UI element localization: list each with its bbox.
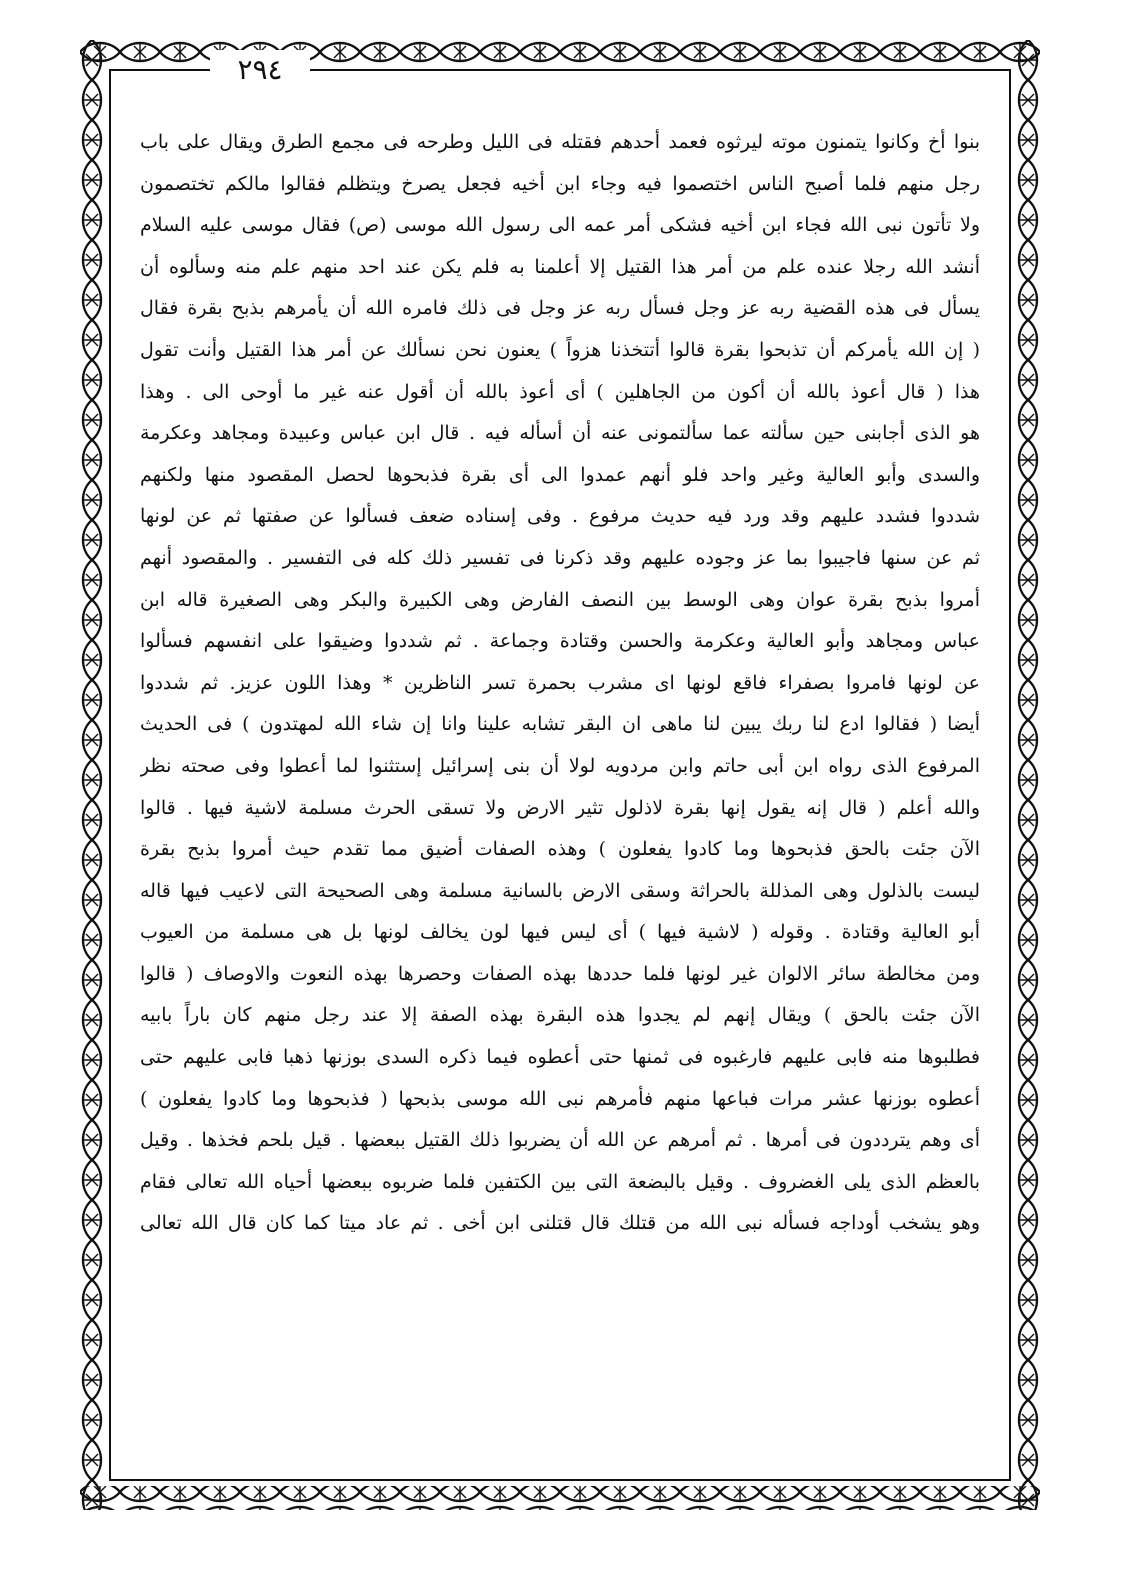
text-line: ليست بالذلول وهى المذللة بالحراثة وسقى الارض بالسانية مسلمة وهى الصحيحة التى لاعيب فيها قاله: [140, 879, 980, 902]
text-line: رجل منهم فلما أصبح الناس اختصموا فيه وجاء ابن أخيه فجعل يصرخ ويتظلم فقالوا مالكم تختصمون: [140, 172, 980, 195]
text-line: شددوا فشدد عليهم وقد ورد فيه حديث مرفوع . وفى إسناده ضعف فسألوا عن صفتها ثم عن لونها: [140, 505, 980, 528]
text-line: الآن جئت بالحق فذبحوها وما كادوا يفعلون ) وهذه الصفات أضيق مما تقدم حيث أمروا بذبح بقرة: [140, 838, 980, 861]
text-line: والسدى وأبو العالية وغير واحد فلو أنهم عمدوا الى أى بقرة فذبحوها لحصل المقصود منها ولكنهم: [140, 463, 980, 486]
body-text: [140, 122, 980, 1245]
ornamental-border: [80, 40, 1040, 1510]
text-line: والله أعلم ( قال إنه يقول إنها بقرة لاذلول تثير الارض ولا تسقى الحرث مسلمة لاشية فيها . قالوا: [140, 796, 980, 819]
text-line: ثم عن سنها فاجيبوا بما عز وجوده عليهم وقد ذكرنا فى تفسير ذلك كله فى التفسير . والمقصود أنهم: [140, 546, 980, 569]
text-line: عباس ومجاهد وأبو العالية وعكرمة والحسن وقتادة وجماعة . ثم شددوا وضيقوا على انفسهم فسألوا: [140, 630, 980, 653]
text-line: أمروا بذبح بقرة عوان وهى الوسط بين النصف الفارض وهى الكبيرة والبكر وهى الصغيرة قاله ابن: [140, 588, 980, 611]
text-line: الآن جئت بالحق ) ويقال إنهم لم يجدوا هذه البقرة بهذه الصفة إلا عند رجل منهم كان باراً بابيه: [140, 1004, 980, 1027]
text-line: يسأل فى هذه القضية ربه عز وجل فسأل ربه عز وجل فى ذلك فامره الله أن يأمرهم بذبح بقرة فقال: [140, 297, 980, 320]
text-line: أنشد الله رجلا عنده علم من أمر هذا القتيل إلا أعلمنا به فلم يكن عند احد منهم علم منه وسألوه أن: [140, 255, 980, 278]
text-line: هو الذى أجابنى حين سألته عما سألتمونى عنه أن أسأله فيه . قال ابن عباس وعبيدة ومجاهد وعكرمة: [140, 422, 980, 445]
page-number: ٢٩٤: [210, 50, 310, 90]
text-line: هذا ( قال أعوذ بالله أن أكون من الجاهلين ) أى أعوذ بالله أن أقول عنه غير ما أوحى الى . وهذا: [140, 380, 980, 403]
text-line: فطلبوها منه فابى عليهم فارغبوه فى ثمنها حتى أعطوه فيما ذكره السدى بوزنها ذهبا فابى عليهم حتى: [140, 1046, 980, 1069]
text-line: ( إن الله يأمركم أن تذبحوا بقرة قالوا أتتخذنا هزواً ) يعنون نحن نسألك عن أمر هذا القتيل وأنت تقول: [140, 338, 980, 361]
text-line: المرفوع الذى رواه ابن أبى حاتم وابن مردويه لولا أن بنى إسرائيل إستثنوا لما أعطوا وفى صحته نظر: [140, 754, 980, 777]
text-line: أبو العالية وقتادة . وقوله ( لاشية فيها ) أى ليس فيها لون يخالف لونها بل هى مسلمة من العيوب: [140, 921, 980, 944]
text-line: بنوا أخ وكانوا يتمنون موته ليرثوه فعمد أحدهم فقتله فى الليل وطرحه فى مجمع الطرق ويقال على باب: [140, 131, 980, 153]
text-line: بالعظم الذى يلى الغضروف . وقيل بالبضعة التى بين الكتفين فلما ضربوه ببعضها أحياه الله تعالى فقام: [140, 1170, 980, 1193]
text-line: وهو يشخب أوداجه فسأله نبى الله من قتلك قال قتلنى ابن أخى . ثم عاد ميتا كما كان قال الله تعالى: [140, 1212, 980, 1235]
text-line: ولا تأتون نبى الله فجاء ابن أخيه فشكى أمر عمه الى رسول الله موسى (ص) فقال موسى عليه السلام: [140, 214, 980, 237]
text-line: أى وهم يترددون فى أمرها . ثم أمرهم عن الله أن يضربوا ذلك القتيل ببعضها . قيل بلحم فخذها . وقيل: [140, 1129, 980, 1152]
text-line: أيضا ( فقالوا ادع لنا ربك يبين لنا ماهى ان البقر تشابه علينا وانا إن شاء الله لمهتدون ) فى الحديث: [140, 713, 980, 736]
text-line: عن لونها فامروا بصفراء فاقع لونها اى مشرب بحمرة تسر الناظرين * وهذا اللون عزيز. ثم شددوا: [140, 671, 980, 694]
text-line: ومن مخالطة سائر الالوان غير لونها فلما حددها بهذه الصفات وحصرها بهذه النعوت والاوصاف ( قالوا: [140, 962, 980, 985]
text-line: أعطوه بوزنها عشر مرات فباعها منهم فأمرهم نبى الله موسى بذبحها ( فذبحوها وما كادوا يفعلون ): [140, 1087, 980, 1110]
